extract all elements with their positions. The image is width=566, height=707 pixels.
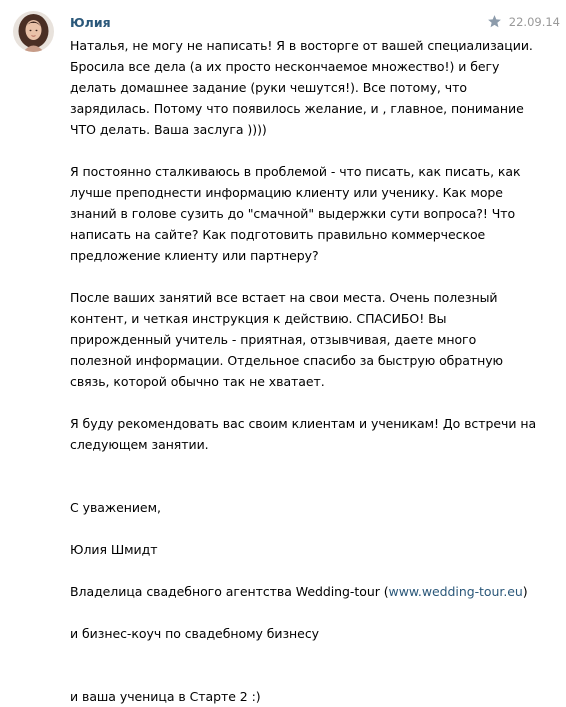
comment-meta — [487, 14, 560, 29]
signature-role — [70, 581, 560, 602]
signature-role-suffix: ) — [522, 584, 528, 599]
signature-role-prefix: Владелица свадебного агентства Wedding-tour ( — [70, 584, 389, 599]
star-icon[interactable] — [487, 14, 502, 29]
website-link[interactable]: www.wedding-tour.eu — [388, 584, 523, 599]
postscript: и ваша ученица в Старте 2 :) — [70, 689, 261, 704]
signature-greeting: С уважением, — [70, 500, 161, 515]
comment-body — [70, 35, 560, 707]
signature-name: Юлия Шмидт — [70, 542, 158, 557]
author-name-link[interactable]: Юлия — [70, 15, 111, 30]
message-paragraph: После ваших занятий все встает на свои места. Очень полезный контент, и четкая инструкция к действию. СПАСИБО! Вы прирожденный учитель - приятная, отзывчивая, даете много полезной информации. Отдельное спасибо за быструю обратную связь, которой обычно так не хватает. — [70, 290, 504, 389]
signature-role-line2: и бизнес-коуч по свадебному бизнесу — [70, 626, 319, 641]
message-paragraph: Наталья, не могу не написать! Я в восторге от вашей специализации. Бросила все дела (а их просто нескончаемое множество!) и бегу делать домашнее задание (руки чешутся!). Все потому, что зарядилась. Потому что появилось желание, и , главное, понимание ЧТО делать. Ваша заслуга )))) — [70, 38, 533, 137]
message-paragraph: Я постоянно сталкиваюсь в проблемой - что писать, как писать, как лучше преподнести информацию клиенту или ученику. Как море знаний в голове сузить до "смачной" выдержки сути вопроса?! Что написать на сайте? Как подготовить правильно коммерческое предложение клиенту или партнеру? — [70, 164, 521, 263]
user-photo-icon — [13, 11, 54, 52]
signature — [70, 476, 560, 665]
comment-date: 22.09.14 — [508, 14, 560, 29]
author-avatar[interactable] — [13, 11, 54, 52]
message-paragraph: Я буду рекомендовать вас своим клиентам и ученикам! До встречи на следующем занятии. — [70, 416, 537, 452]
